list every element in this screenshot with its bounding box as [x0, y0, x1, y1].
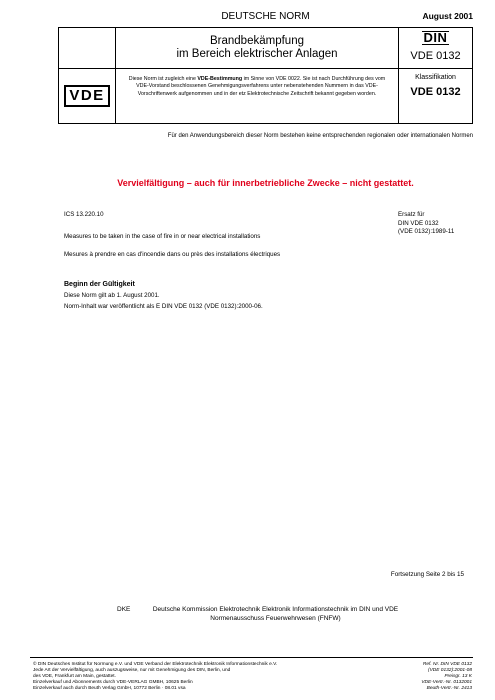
- continuation-note: Fortsetzung Seite 2 bis 15: [390, 571, 464, 578]
- standard-series: DEUTSCHE NORM: [221, 11, 310, 22]
- footer-right-line: (VDE 0132):2001-08: [428, 668, 472, 674]
- title-line-1: Brandbekämpfung: [210, 35, 304, 47]
- footer-divider: [30, 657, 473, 658]
- footer-right-line: Beuth-Vertr.-Nr. 2413: [426, 686, 472, 692]
- title-french: Mesures à prendre en cas d'incendie dans ou près des installations électriques: [64, 251, 281, 258]
- din-number: VDE 0132: [410, 50, 461, 62]
- vde-logo-cell: [59, 69, 116, 123]
- footer-copyright: [33, 662, 277, 692]
- din-logo: DIN: [423, 30, 448, 45]
- footer-right-line: VDE-Vertr.-Nr. 0132001: [421, 680, 472, 686]
- dke-line-2: Normenausschuss Feuerwehrwesen (FNFW): [210, 615, 341, 622]
- footer-left-line: Jede Art der Vervielfältigung, auch auszugsweise, nur mit Genehmigung des DIN, Berlin, und: [33, 668, 231, 674]
- footer-reference: [421, 662, 472, 692]
- title-line-2: im Bereich elektrischer Anlagen: [176, 48, 338, 60]
- vde-logo: VDE: [64, 85, 109, 107]
- replacement-line-2: DIN VDE 0132: [398, 219, 439, 227]
- validity-line-2: Norm-Inhalt war veröffentlicht als E DIN VDE 0132 (VDE 0132):2000-06.: [64, 303, 263, 310]
- dke-abbreviation: DKE: [117, 606, 131, 613]
- replacement-line-3: (VDE 0132):1989-11: [398, 228, 455, 236]
- footer-left-line: des VDE, Frankfurt am Main, gestattet.: [33, 674, 116, 680]
- din-number-cell: [399, 28, 472, 69]
- dke-line-1: Deutsche Kommission Elektrotechnik Elektronik Informationstechnik im DIN und VDE: [152, 606, 399, 613]
- validity-line-1: Diese Norm gilt ab 1. August 2001.: [64, 292, 160, 299]
- title-block-blank-cell: [59, 28, 116, 69]
- regional-note: Für den Anwendungsbereich dieser Norm bestehen keine entsprechenden regionalen oder internationalen Normen: [167, 133, 473, 139]
- document-header: [58, 11, 473, 25]
- vde-regulation-note: [116, 69, 399, 123]
- classification-label: Klassifikation: [415, 74, 456, 81]
- replacement-line-1: Ersatz für: [398, 211, 425, 218]
- reproduction-notice: Vervielfältigung – auch für innerbetriebliche Zwecke – nicht gestattet.: [117, 178, 414, 188]
- replacement-info: [398, 211, 454, 237]
- title-english: Measures to be taken in the case of fire in or near electrical installations: [64, 233, 261, 240]
- footer-left-line: Einzelverkauf und Abonnements durch VDE-VERLAG GMBH, 10625 Berlin: [33, 680, 193, 686]
- footer-left-line: Einzelverkauf auch durch Beuth Verlag GmbH, 10772 Berlin · 08.01 vsa: [33, 686, 186, 692]
- classification-cell: [399, 69, 472, 123]
- note-bold: VDE-Bestimmung: [197, 76, 243, 82]
- validity-heading: Beginn der Gültigkeit: [64, 281, 135, 288]
- dke-committee: [58, 605, 473, 623]
- note-post: im Sinne von VDE 0022. Sie ist nach Durchführung des vom VDE-Vorstand beschlossenen Genehmigungsverfahrens unter nebenstehenden Nummern in das VDE-Vorschriftenwerk aufgenommen und in der etz Elektrotechnische Zeitschrift bekannt gegeben worden.: [136, 76, 386, 97]
- footer-right-line: Ref. Nr. DIN VDE 0132: [422, 662, 472, 667]
- ics-code: ICS 13.220.10: [64, 211, 104, 218]
- classification-number: VDE 0132: [410, 86, 461, 98]
- footer-right-line: Preisgr. 13 K: [444, 674, 472, 680]
- title-block: [58, 27, 473, 124]
- standard-title: [116, 28, 399, 69]
- note-pre: Diese Norm ist zugleich eine: [128, 76, 198, 82]
- footer-left-line: © DIN Deutsches Institut für Normung e.V. und VDE Verband der Elektrotechnik Elektronik Informationstechnik e.V.: [33, 662, 278, 667]
- issue-date: August 2001: [422, 11, 473, 21]
